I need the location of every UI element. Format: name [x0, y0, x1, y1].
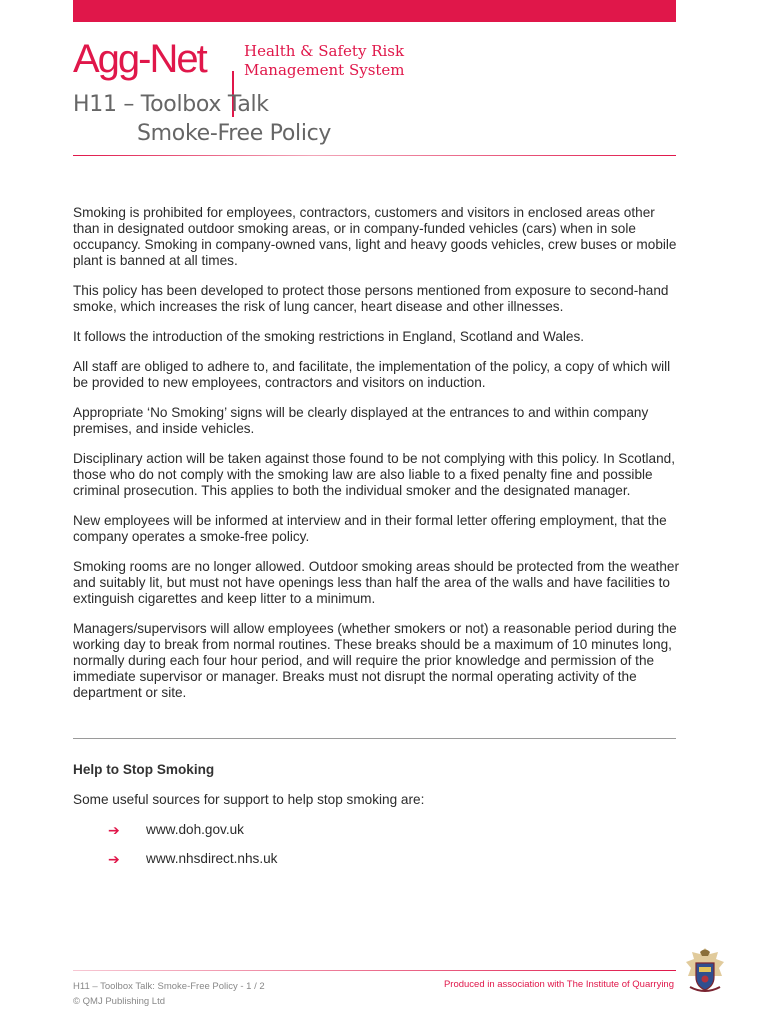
help-heading: Help to Stop Smoking	[73, 762, 215, 777]
title-divider	[73, 155, 676, 156]
list-item	[108, 822, 277, 851]
page-label: H11 – Toolbox Talk: Smoke-Free Policy - 1 / 2	[73, 981, 265, 992]
association-note: Produced in association with The Institute of Quarrying	[443, 979, 674, 990]
copyright: © QMJ Publishing Ltd	[73, 996, 166, 1007]
footer-divider	[73, 970, 676, 971]
document-title: H11 – Toolbox Talk	[73, 92, 269, 117]
institute-crest-icon	[682, 946, 728, 996]
system-name-line1: Health & Safety Risk	[244, 42, 405, 60]
paragraph: All staff are obliged to adhere to, and facilitate, the implementation of the policy, a copy of which will be provided to new employees, contractors and visitors on induction.	[73, 359, 671, 390]
list-item	[108, 851, 277, 880]
policy-body	[73, 205, 679, 715]
help-link-doh[interactable]: www.doh.gov.uk	[146, 822, 244, 837]
paragraph: It follows the introduction of the smoking restrictions in England, Scotland and Wales.	[73, 329, 585, 344]
arrow-right-icon: ➔	[108, 822, 120, 838]
help-intro: Some useful sources for support to help stop smoking are:	[73, 792, 425, 807]
paragraph: Managers/supervisors will allow employees (whether smokers or not) a reasonable period during the working day to break from normal routines. These breaks should be a maximum of 10 minutes long, normally during each four hour period, and will require the prior knowledge and permission of the immediate supervisor or manager. Breaks must not disrupt the normal operating activity of the department or site.	[73, 621, 677, 700]
section-divider	[73, 738, 676, 739]
paragraph: Smoking rooms are no longer allowed. Outdoor smoking areas should be protected from the weather and suitably lit, but must not have openings less than half the area of the walls and have facilities to extinguish cigarettes and keep litter to a minimum.	[73, 559, 680, 606]
footer-info	[73, 979, 265, 1009]
logo-wordmark: Agg-Net	[73, 37, 206, 81]
paragraph: Appropriate ‘No Smoking’ signs will be clearly displayed at the entrances to and within company premises, and inside vehicles.	[73, 405, 649, 436]
document-subtitle: Smoke-Free Policy	[137, 121, 332, 146]
aggnet-logo	[73, 36, 405, 82]
paragraph: New employees will be informed at interview and in their formal letter offering employment, that the company operates a smoke-free policy.	[73, 513, 667, 544]
help-link-nhsdirect[interactable]: www.nhsdirect.nhs.uk	[146, 851, 278, 866]
top-accent-bar	[73, 0, 676, 22]
help-links-list	[108, 822, 277, 880]
paragraph: Smoking is prohibited for employees, contractors, customers and visitors in enclosed areas other than in designated outdoor smoking areas, or in company-funded vehicles (cars) when in sole occupancy. Smoking in company-owned vans, light and heavy goods vehicles, crew buses or mobile plant is banned at all times.	[73, 205, 677, 268]
logo-system-name	[244, 42, 405, 80]
arrow-right-icon: ➔	[108, 851, 120, 867]
paragraph: Disciplinary action will be taken against those found to be not complying with this policy. In Scotland, those who do not comply with the smoking law are also liable to a fixed penalty fine and possible criminal prosecution. This applies to both the individual smoker and the designated manager.	[73, 451, 675, 498]
paragraph: This policy has been developed to protect those persons mentioned from exposure to second-hand smoke, which increases the risk of lung cancer, heart disease and other illnesses.	[73, 283, 669, 314]
system-name-line2: Management System	[244, 61, 405, 79]
